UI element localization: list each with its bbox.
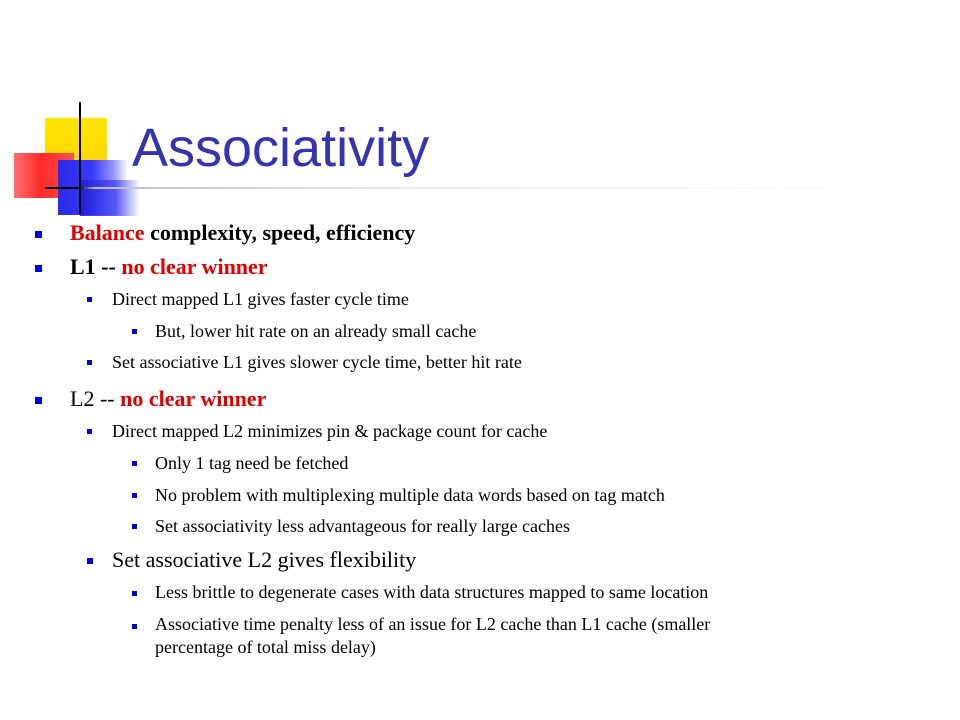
bullet-square-icon (35, 265, 42, 272)
bullet-square-icon (132, 461, 137, 466)
bullet-square-icon (132, 493, 137, 498)
bullet-square-icon (132, 591, 137, 596)
bullet-b3: Direct mapped L1 gives faster cycle time (112, 289, 409, 309)
bullet-b5: Set associative L1 gives slower cycle time, better hit rate (112, 352, 522, 372)
bullet-b12: Less brittle to degenerate cases with data structures mapped to same location (155, 582, 709, 602)
bullet-text-part: no clear winner (120, 386, 267, 411)
bullet-text-part: Balance (70, 220, 145, 245)
bullet-b10: Set associativity less advantageous for really large caches (155, 516, 571, 536)
bullet-text-part: no clear winner (121, 254, 268, 279)
bullet-square-icon (132, 329, 137, 334)
vertical-rule (79, 102, 81, 214)
bullet-square-icon (87, 558, 93, 564)
bullet-square-icon (132, 624, 137, 629)
bullet-b13: Associative time penalty less of an issue for L2 cache than L1 cache (smaller (155, 614, 711, 634)
title-underline-rule (45, 187, 875, 189)
bullet-b6 (70, 386, 266, 412)
bullet-b11: Set associative L2 gives flexibility (112, 547, 417, 572)
bullet-square-icon (35, 231, 42, 238)
bullet-b8: Only 1 tag need be fetched (155, 453, 349, 473)
blue-square-decoration-inner (80, 180, 140, 216)
bullet-square-icon (87, 429, 92, 434)
bullet-square-icon (35, 397, 42, 404)
bullet-square-icon (132, 524, 137, 529)
bullet-b1 (70, 220, 415, 246)
bullet-square-icon (87, 360, 92, 365)
bullet-text-part: L1 -- (70, 254, 122, 279)
bullet-b9: No problem with multiplexing multiple data words based on tag match (155, 485, 665, 505)
bullet-text-part: complexity, speed, efficiency (144, 220, 416, 245)
bullet-b13-continuation: percentage of total miss delay) (155, 637, 376, 657)
bullet-b7: Direct mapped L2 minimizes pin & package count for cache (112, 421, 548, 441)
bullet-square-icon (87, 297, 92, 302)
bullet-text-part: L2 -- (70, 386, 121, 411)
slide-title: Associativity (132, 118, 430, 178)
bullet-b4: But, lower hit rate on an already small cache (155, 321, 477, 341)
bullet-b2 (70, 254, 268, 280)
